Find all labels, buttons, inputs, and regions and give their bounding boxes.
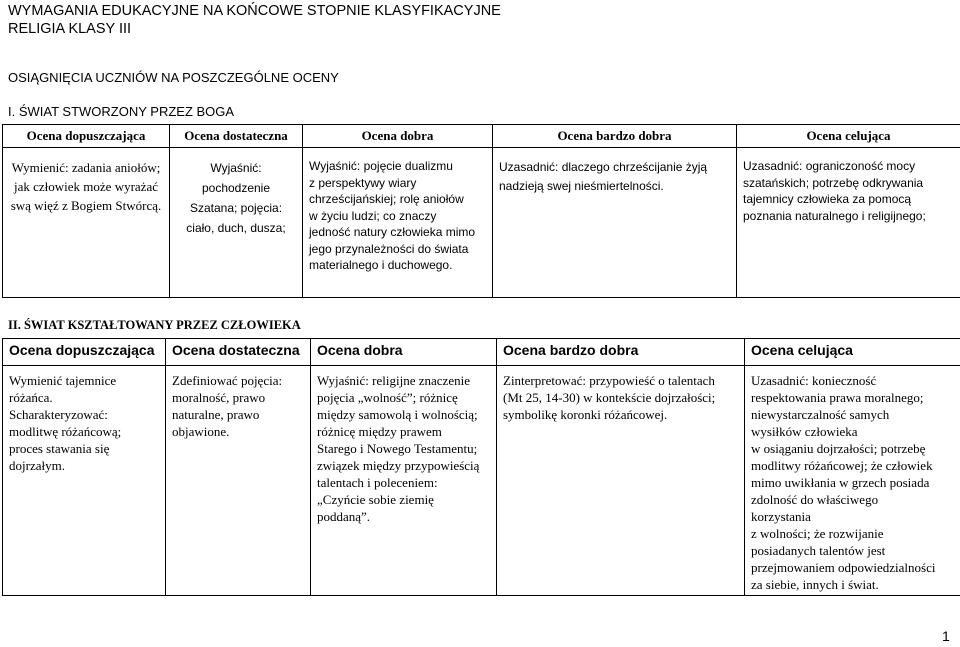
header-cell: Ocena dobra <box>303 125 493 148</box>
page-number: 1 <box>942 628 950 644</box>
achievements-heading: OSIĄGNIĘCIA UCZNIÓW NA POSZCZEGÓLNE OCENY <box>8 70 339 85</box>
grade-cell: Uzasadnić: ograniczoność mocy szatańskich; potrzebę odkrywania tajemnicy człowieka za pomocą poznania naturalnego i religijnego; <box>737 148 960 298</box>
grade-cell: Uzasadnić: konieczność respektowania prawa moralnego; niewystarczalność samych wysiłków człowieka w osiąganiu dojrzałości; potrzebę modlitwy różańcowej; że człowiek mimo uwikłania w grzech posiada zdolność do właściwego korzystania z wolności; że rozwijanie posiadanych talentów jest przejmowaniem odpowiedzialności za siebie, innych i świat. <box>745 366 960 596</box>
grade-cell: Uzasadnić: dlaczego chrześcijanie żyją nadzieją swej nieśmiertelności. <box>493 148 737 298</box>
section2-header-row <box>3 339 960 366</box>
section1-title: I. ŚWIAT STWORZONY PRZEZ BOGA <box>8 104 235 119</box>
grade-cell: Zinterpretować: przypowieść o talentach (Mt 25, 14-30) w kontekście dojrzałości; symbolikę koronki różańcowej. <box>497 366 745 596</box>
document-subtitle: RELIGIA KLASY III <box>8 21 132 37</box>
header-cell: Ocena dobra <box>311 339 497 366</box>
header-cell: Ocena dostateczna <box>166 339 311 366</box>
header-cell: Ocena celująca <box>745 339 960 366</box>
section2-content-row <box>3 366 960 596</box>
grade-cell: Wyjaśnić: pochodzenie Szatana; pojęcia: ciało, duch, dusza; <box>170 148 303 298</box>
grade-cell: Wyjaśnić: religijne znaczenie pojęcia „wolność”; różnicę między samowolą i wolnością; różnicę między prawem Starego i Nowego Testamentu; związek między przypowieścią talentach i poleceniem: „Czyńcie sobie ziemię poddaną”. <box>311 366 497 596</box>
header-cell: Ocena dopuszczająca <box>3 339 166 366</box>
section1-header-row <box>3 125 960 148</box>
header-cell: Ocena bardzo dobra <box>497 339 745 366</box>
section1-content-row <box>3 148 960 298</box>
section2-table <box>2 338 960 596</box>
section1-table <box>2 124 960 298</box>
grade-cell: Wymienić tajemnice różańca. Scharakteryzować: modlitwę różańcową; proces stawania się dojrzałym. <box>3 366 166 596</box>
grade-cell: Wymienić: zadania aniołów; jak człowiek może wyrażać swą więź z Bogiem Stwórcą. <box>3 148 170 298</box>
header-cell: Ocena celująca <box>737 125 960 148</box>
grade-cell: Wyjaśnić: pojęcie dualizmu z perspektywy wiary chrześcijańskiej; rolę aniołów w życiu ludzi; co znaczy jedność natury człowieka mimo jego przynależności do świata materialnego i duchowego. <box>303 148 493 298</box>
section2-title: II. ŚWIAT KSZTAŁTOWANY PRZEZ CZŁOWIEKA <box>8 318 301 332</box>
header-cell: Ocena dostateczna <box>170 125 303 148</box>
grade-cell: Zdefiniować pojęcia: moralność, prawo naturalne, prawo objawione. <box>166 366 311 596</box>
document-title: WYMAGANIA EDUKACYJNE NA KOŃCOWE STOPNIE KLASYFIKACYJNE <box>8 3 501 19</box>
header-cell: Ocena dopuszczająca <box>3 125 170 148</box>
header-cell: Ocena bardzo dobra <box>493 125 737 148</box>
